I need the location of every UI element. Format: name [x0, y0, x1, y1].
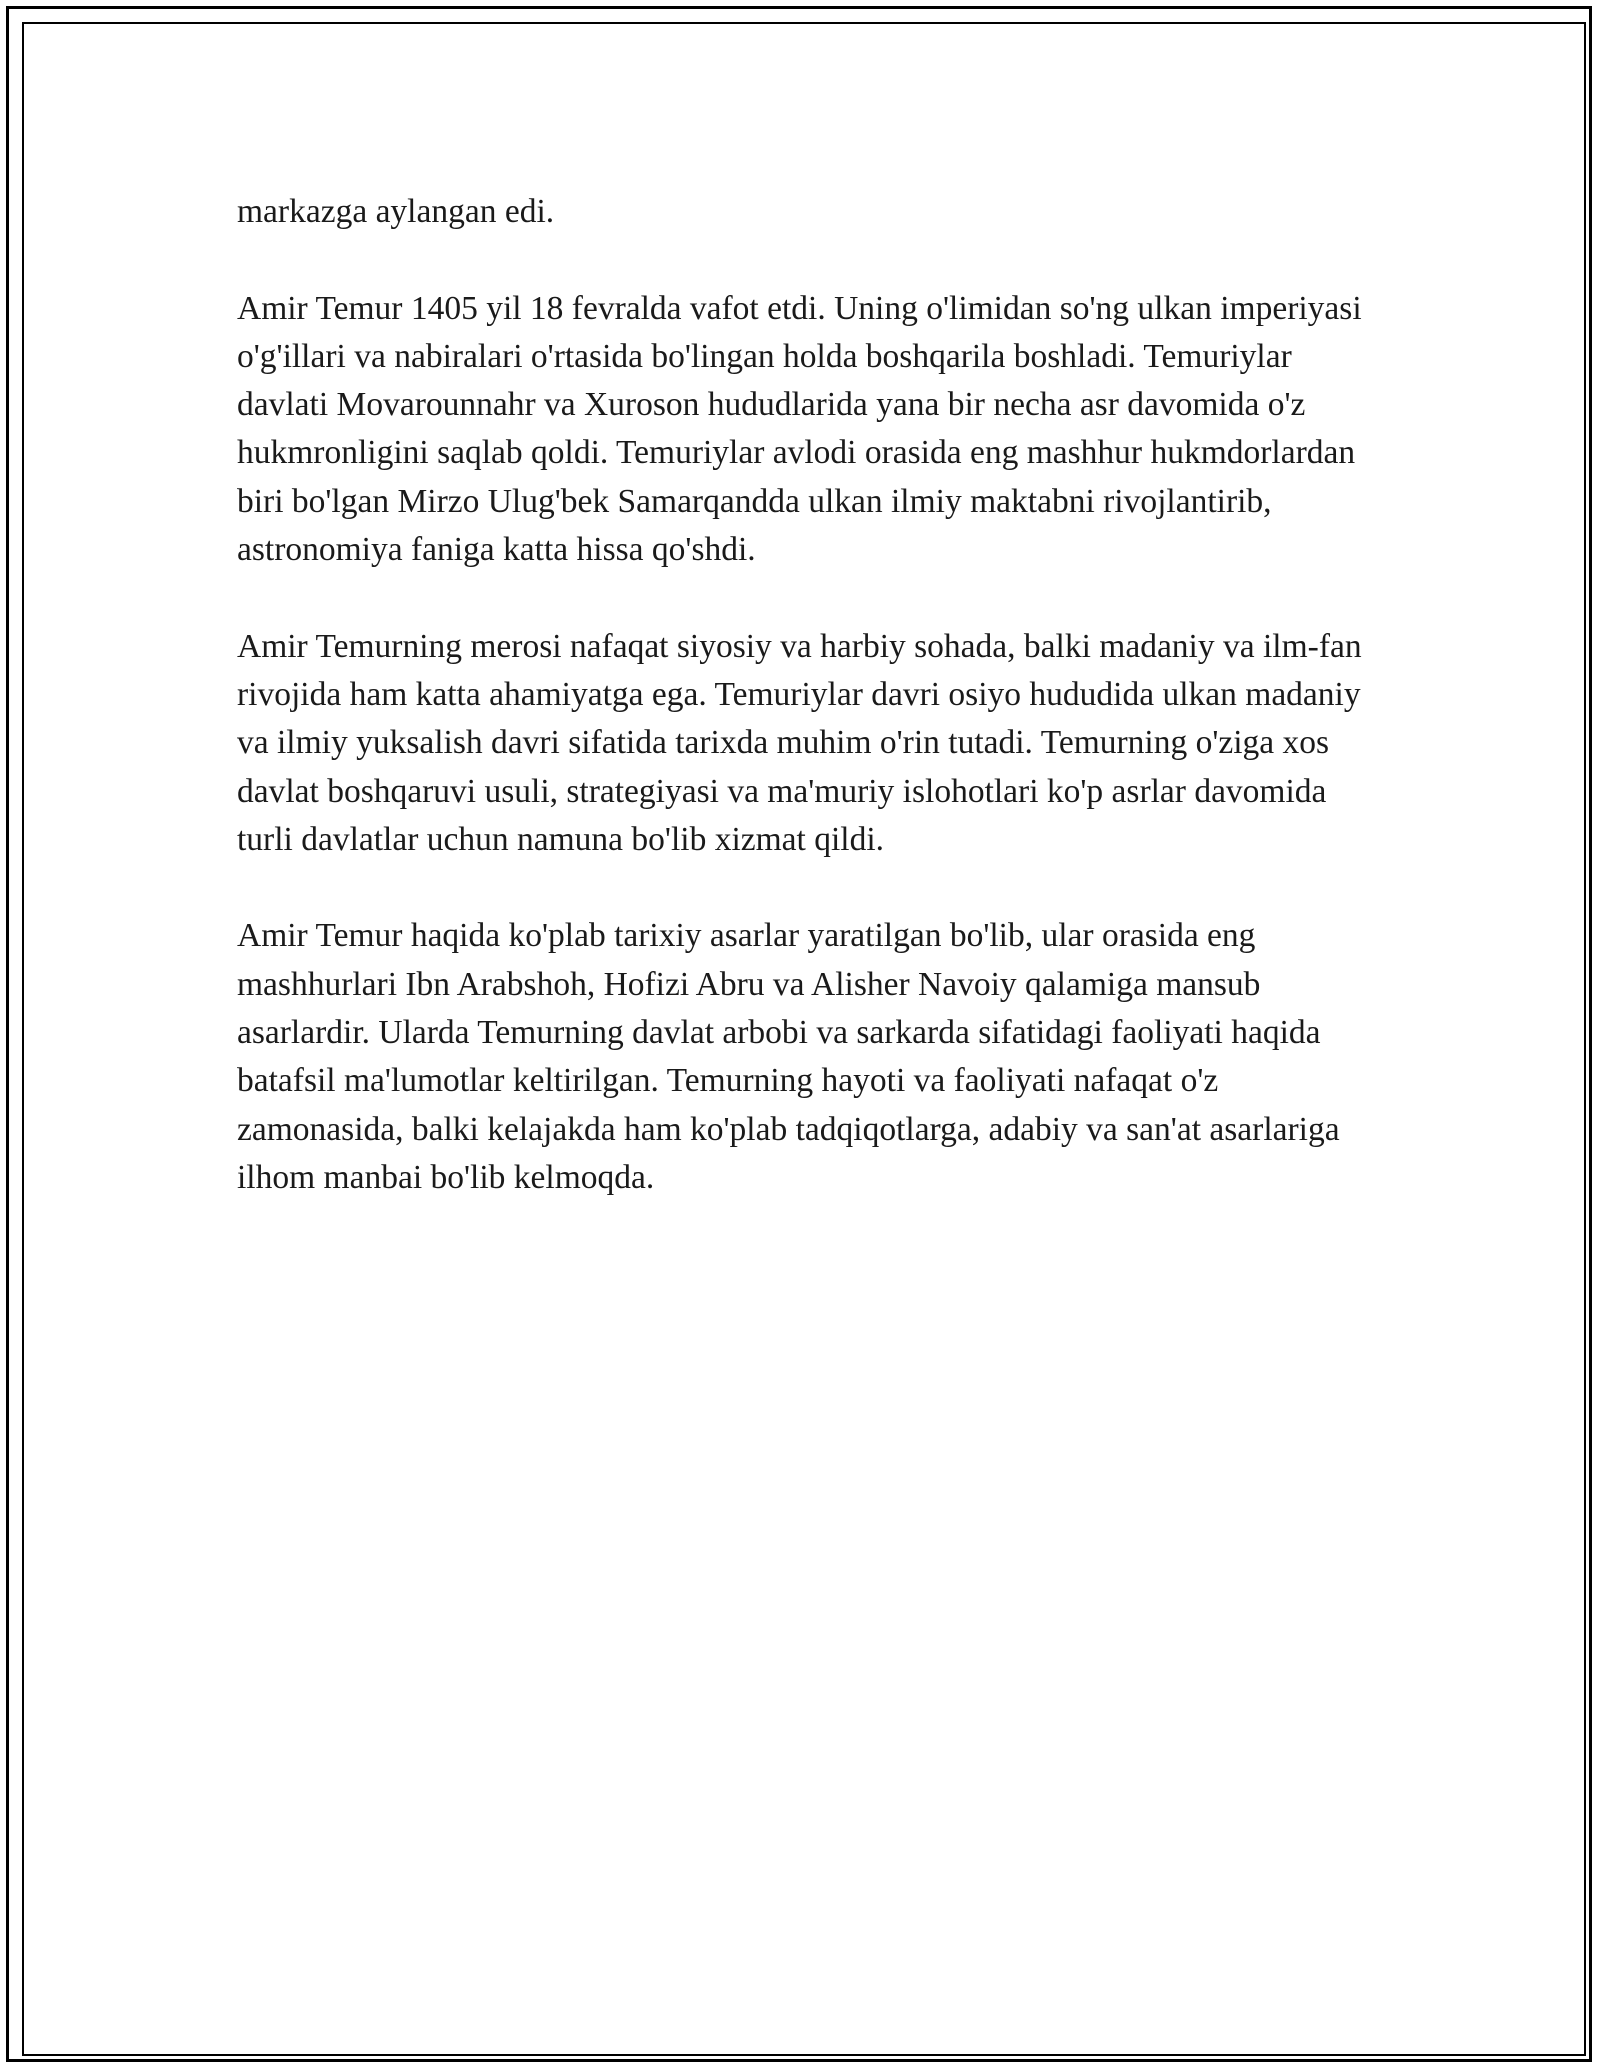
paragraph-2: Amir Temur 1405 yil 18 fevralda vafot etdi. Uning o'limidan so'ng ulkan imperiyasi o'g'illari va nabiralari o'rtasida bo'lingan holda boshqarila boshladi. Temuriylar davlati Movarounnahr va Xuroson hududlarida yana bir necha asr davomida o'z hukmronligini saqlab qoldi. Temuriylar avlodi orasida eng mashhur hukmdorlardan biri bo'lgan Mirzo Ulug'bek Samarqandda ulkan ilmiy maktabni rivojlantirib, astronomiya faniga katta hissa qo'shdi. — [237, 289, 1362, 569]
paragraph-3: Amir Temurning merosi nafaqat siyosiy va harbiy sohada, balki madaniy va ilm-fan rivojida ham katta ahamiyatga ega. Temuriylar davri osiyo hududida ulkan madaniy va ilmiy yuksalish davri sifatida tarixda muhim o'rin tutadi. Temurning o'ziga xos davlat boshqaruvi usuli, strategiyasi va ma'muriy islohotlari ko'p asrlar davomida turli davlatlar uchun namuna bo'lib xizmat qildi. — [237, 627, 1362, 858]
document-body — [237, 188, 1377, 1251]
paragraph-4: Amir Temur haqida ko'plab tarixiy asarlar yaratilgan bo'lib, ular orasida eng mashhurlari Ibn Arabshoh, Hofizi Abru va Alisher Navoiy qalamiga mansub asarlardir. Ularda Temurning davlat arbobi va sarkarda sifatidagi faoliyati haqida batafsil ma'lumotlar keltirilgan. Temurning hayoti va faoliyati nafaqat o'z zamonasida, balki kelajakda ham ko'plab tadqiqotlarga, adabiy va san'at asarlariga ilhom manbai bo'lib kelmoqda. — [237, 917, 1340, 1196]
paragraph-1: markazga aylangan edi. — [237, 193, 555, 230]
